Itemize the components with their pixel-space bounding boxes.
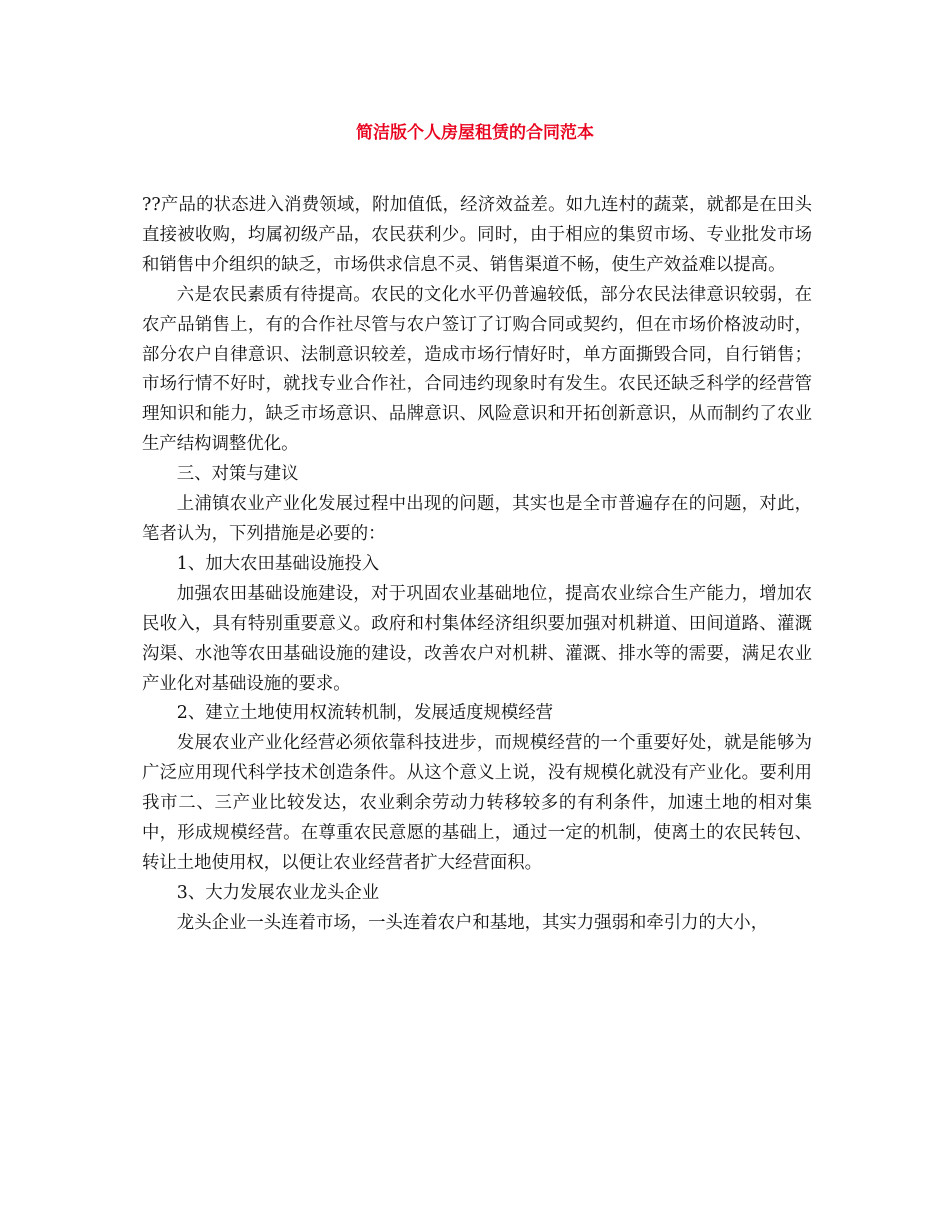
paragraph: 发展农业产业化经营必须依靠科技进步，而规模经营的一个重要好处，就是能够为广泛应用现代科学技术创造条件。从这个意义上说，没有规模化就没有产业化。要利用我市二、三产业比较发达，农业剩余劳动力转移较多的有利条件，加速土地的相对集中，形成规模经营。在尊重农民意愿的基础上，通过一定的机制，使离土的农民转包、转让土地使用权，以便让农业经营者扩大经营面积。 (142, 733, 812, 873)
document-body (142, 191, 812, 939)
subsection-heading: 2、建立土地使用权流转机制，发展适度规模经营 (176, 703, 554, 724)
paragraph: 加强农田基础设施建设，对于巩固农业基础地位，提高农业综合生产能力，增加农民收入，具有特别重要意义。政府和村集体经济组织要加强对机耕道、田间道路、灌溉沟渠、水池等农田基础设施的建设，改善农户对机耕、灌溉、排水等的需要，满足农业产业化对基础设施的要求。 (142, 583, 812, 694)
subsection-heading: 1、加大农田基础设施投入 (176, 553, 380, 574)
paragraph: ??产品的状态进入消费领域，附加值低，经济效益差。如九连村的蔬菜，就都是在田头直接被收购，均属初级产品，农民获利少。同时，由于相应的集贸市场、专业批发市场和销售中介组织的缺乏，市场供求信息不灵、销售渠道不畅，使生产效益难以提高。 (142, 195, 812, 275)
document-title: 简洁版个人房屋租赁的合同范本 (356, 123, 594, 143)
paragraph: 上浦镇农业产业化发展过程中出现的问题，其实也是全市普遍存在的问题，对此，笔者认为，下列措施是必要的： (142, 494, 812, 544)
paragraph: 六是农民素质有待提高。农民的文化水平仍普遍较低，部分农民法律意识较弱，在农产品销售上，有的合作社尽管与农户签订了订购合同或契约，但在市场价格波动时，部分农户自律意识、法制意识较差，造成市场行情好时，单方面撕毁合同，自行销售；市场行情不好时，就找专业合作社，合同违约现象时有发生。农民还缺乏科学的经营管理知识和能力，缺乏市场意识、品牌意识、风险意识和开拓创新意识，从而制约了农业生产结构调整优化。 (142, 284, 812, 455)
paragraph: 龙头企业一头连着市场，一头连着农户和基地，其实力强弱和牵引力的大小， (176, 912, 769, 933)
subsection-heading: 3、大力发展农业龙头企业 (176, 882, 380, 903)
section-heading: 三、对策与建议 (176, 464, 299, 485)
